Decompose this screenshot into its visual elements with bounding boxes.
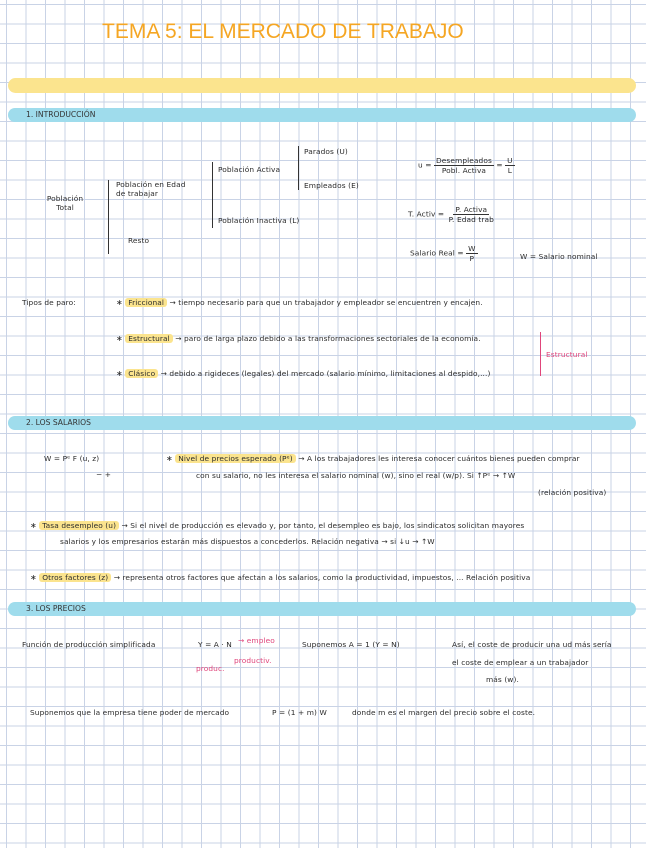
clasico-term: Clásico (125, 369, 158, 378)
salary-formula: W = Pᵉ F (u, z) (44, 454, 100, 463)
u-over-l (505, 156, 515, 175)
friccional-term: Friccional (125, 298, 167, 307)
funcion-label: Función de producción simplificada (22, 640, 156, 649)
l-letter: L (507, 166, 512, 175)
bullet-star: ∗ (30, 521, 37, 530)
resto-label: Resto (128, 236, 150, 245)
tasa-row (30, 521, 524, 530)
inactiva-label: Población Inactiva (L) (218, 216, 300, 225)
w-over-p (466, 244, 477, 263)
clasico-row (116, 369, 490, 378)
parados-label: Parados (U) (304, 147, 348, 156)
section-1-band (8, 108, 636, 122)
title-underline-band (8, 78, 636, 93)
produc-note: produc. (196, 664, 225, 673)
u-eq: u = (418, 160, 432, 170)
empleados-label: Empleados (E) (304, 181, 359, 190)
page-title: TEMA 5: EL MERCADO DE TRABAJO (102, 20, 464, 43)
t-activ-formula (408, 205, 496, 224)
activa-label: Población Activa (218, 165, 281, 174)
nivel-text-3: (relación positiva) (538, 488, 607, 497)
p-edad: P. Edad trab (448, 215, 494, 224)
w-nominal: W = Salario nominal (520, 252, 598, 261)
bullet-star: ∗ (116, 298, 123, 307)
bracket-activa (298, 146, 299, 190)
bullet-star: ∗ (116, 334, 123, 343)
p-activa: P. Activa (455, 205, 488, 214)
asi-line-1: Así, el coste de producir una ud más sería (452, 640, 612, 649)
otros-row (30, 573, 530, 582)
nivel-text-2: con su salario, no les interesa el salario nominal (w), sino el real (w/p). Si ↑Pᵉ → ↑W (196, 471, 516, 480)
estructural-text: → paro de larga plazo debido a las transformaciones sectoriales de la economía. (175, 334, 481, 343)
w-letter: W (468, 244, 476, 253)
salario-real-label: Salario Real = (410, 248, 464, 258)
salario-real-formula (410, 244, 478, 263)
otros-term: Otros factores (z) (39, 573, 111, 582)
p-formula: P = (1 + m) W (272, 708, 327, 717)
productiv-note: productiv. (234, 656, 272, 665)
bullet-star: ∗ (166, 454, 173, 463)
formula-signs: − + (96, 470, 112, 479)
desempleados: Desempleados (435, 156, 492, 165)
otros-text: → representa otros factores que afectan a los salarios, como la productividad, impuestos, ... Relación positiva (113, 573, 531, 582)
estructural-term: Estructural (125, 334, 173, 343)
eq-sign: = (496, 160, 503, 170)
section-3-heading: 3. LOS PRECIOS (26, 604, 86, 613)
suponemos-2-text: Suponemos que la empresa tiene poder de mercado (30, 708, 230, 717)
y-formula: Y = A · N (198, 640, 232, 649)
u-fraction (434, 156, 494, 175)
section-2-heading: 2. LOS SALARIOS (26, 418, 91, 427)
donde-text: donde m es el margen del precio sobre el coste. (352, 708, 536, 717)
nivel-text-1: → A los trabajadores les interesa conocer cuántos bienes pueden comprar (298, 454, 580, 463)
nivel-row (166, 454, 580, 463)
asi-line-2: el coste de emplear a un trabajador (452, 658, 589, 667)
estructural-bracket (540, 332, 541, 376)
clasico-text: → debido a rigideces (legales) del mercado (salario mínimo, limitaciones al despido,...) (160, 369, 491, 378)
pobl-activa: Pobl. Activa (441, 166, 487, 175)
section-1-heading: 1. INTRODUCCIÓN (26, 110, 96, 119)
friccional-row (116, 298, 483, 307)
bullet-star: ∗ (30, 573, 37, 582)
friccional-text: → tiempo necesario para que un trabajador y empleador se encuentren y encajen. (169, 298, 483, 307)
u-formula (418, 156, 515, 175)
empleo-note: → empleo (238, 636, 275, 645)
section-2-band (8, 416, 636, 430)
section-3-band (8, 602, 636, 616)
asi-line-3: más (w). (486, 675, 519, 684)
bracket-edad (212, 162, 213, 228)
u-letter: U (507, 156, 513, 165)
edad-trabajar-label: Población en Edad de trabajar (116, 180, 186, 198)
p-letter: P (469, 254, 475, 263)
estructural-row (116, 334, 481, 343)
tipos-paro-label: Tipos de paro: (22, 298, 76, 307)
estructural-side-label: Estructural (546, 350, 588, 359)
suponemos-text: Suponemos A = 1 (Y = N) (302, 640, 400, 649)
bracket-total (108, 180, 109, 254)
poblacion-total-label: Población Total (46, 194, 84, 212)
nivel-term: Nivel de precios esperado (Pᵉ) (175, 454, 296, 463)
tasa-text-2: salarios y los empresarios estarán más dispuestos a concederlos. Relación negativa → si ↓u → ↑W (60, 537, 435, 546)
t-activ-fraction (447, 205, 496, 224)
bullet-star: ∗ (116, 369, 123, 378)
tasa-term: Tasa desempleo (u) (39, 521, 119, 530)
tasa-text-1: → Si el nivel de producción es elevado y, por tanto, el desempleo es bajo, los sindicatos solicitan mayores (121, 521, 525, 530)
t-activ-label: T. Activ = (408, 209, 445, 219)
